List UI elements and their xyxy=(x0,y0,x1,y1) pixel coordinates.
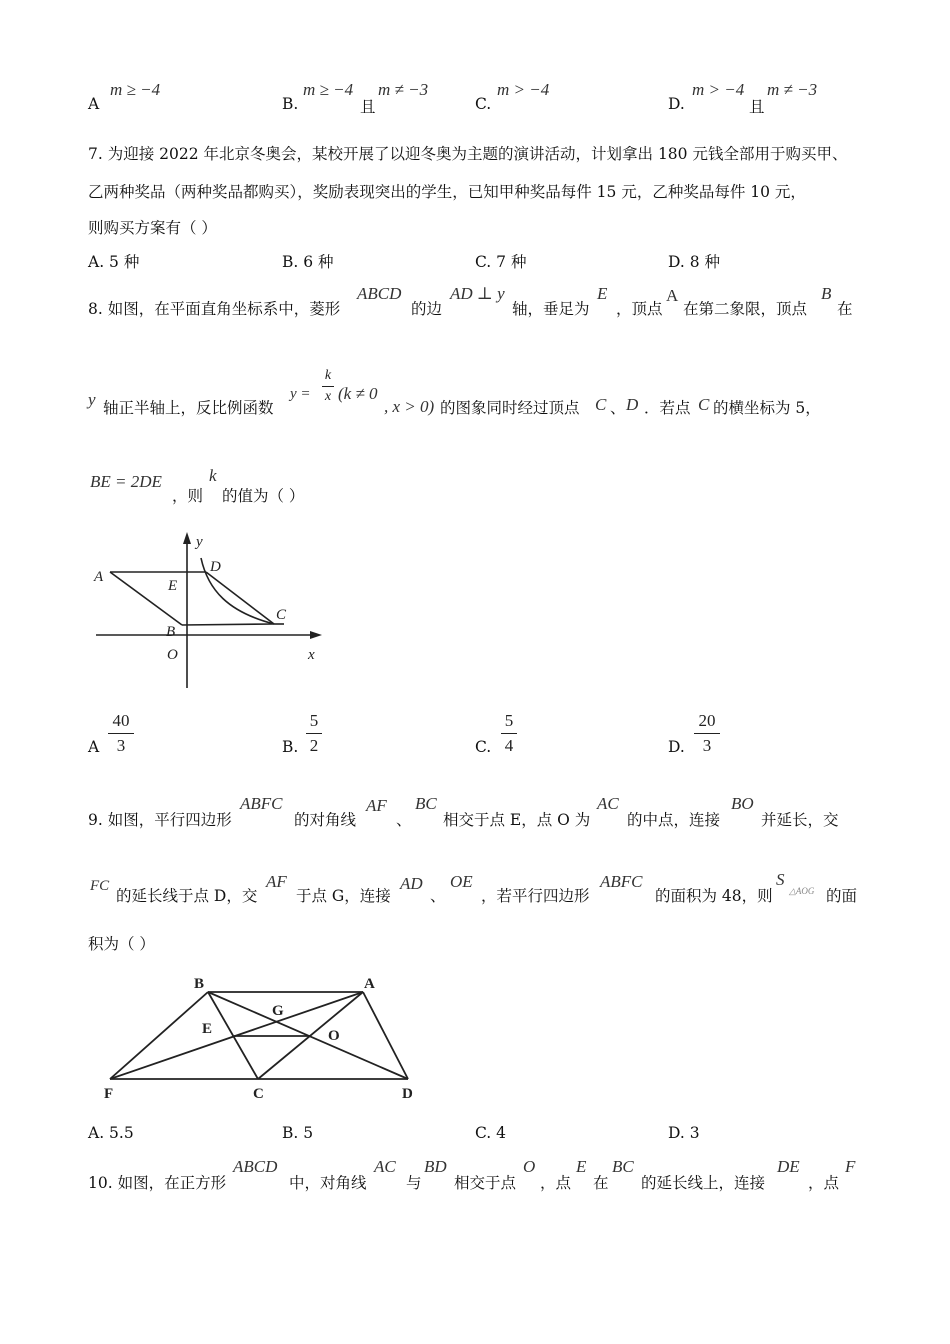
q8-option-b-fraction xyxy=(306,711,322,756)
q8-math-y: y xyxy=(88,390,96,409)
q8-math-b: B xyxy=(821,284,832,303)
q9-text-1: 9. 如图，平行四边形 xyxy=(88,811,232,829)
q8-text-10: ．若点 xyxy=(644,399,691,417)
q6-option-b-part1: m ≥ −4 xyxy=(303,80,354,99)
q9-label-e: E xyxy=(202,1021,213,1037)
q8-text-7: 轴正半轴上，反比例函数 xyxy=(103,399,274,417)
q9-text-2: 的对角线 xyxy=(294,811,357,829)
q8-edge-dc xyxy=(206,572,274,624)
q9-label-o: O xyxy=(328,1028,340,1044)
q8-math-e: E xyxy=(597,284,608,303)
q8-option-d-denominator: 3 xyxy=(702,736,712,755)
q9-option-a: A. 5.5 xyxy=(88,1124,134,1142)
q8-text-13: 的值为（ ） xyxy=(222,487,305,505)
q9-text-8: 于点 G，连接 xyxy=(296,887,391,905)
q8-option-b-denominator: 2 xyxy=(309,736,319,755)
q8-text-11: 的横坐标为 5， xyxy=(713,399,821,417)
q8-function-condition-1: (k ≠ 0 xyxy=(338,384,378,403)
q6-option-b-letter: B. xyxy=(282,95,299,113)
q8-label-o: O xyxy=(167,647,178,663)
q8-x-arrow-icon xyxy=(310,631,322,639)
q10-text-7: 的延长线上，连接 xyxy=(641,1174,766,1192)
q8-math-abcd: ABCD xyxy=(357,284,402,303)
q8-option-a-numerator: 40 xyxy=(112,711,130,730)
q6-option-d-part2: m ≠ −3 xyxy=(767,80,818,99)
q8-option-c-numerator: 5 xyxy=(504,711,514,730)
q10-math-bd: BD xyxy=(424,1157,447,1176)
q9-label-b: B xyxy=(194,976,205,992)
q8-label-b: B xyxy=(166,624,176,640)
q8-text-4: ，顶点 xyxy=(616,300,663,318)
q9-segment-ad xyxy=(363,992,408,1079)
q8-math-c: C xyxy=(595,395,607,414)
q8-math-be-2de: BE = 2DE xyxy=(90,472,162,491)
q7-option-d: D. 8 种 xyxy=(668,253,721,271)
q8-text-9: 、 xyxy=(610,399,626,417)
q8-function-left: y = xyxy=(290,386,311,402)
q10-text-3: 与 xyxy=(406,1174,422,1192)
q6-option-a: m ≥ −4 xyxy=(110,80,161,99)
q6-option-d-and: 且 xyxy=(749,98,765,116)
q9-label-f: F xyxy=(104,1086,114,1102)
q10-text-1: 10. 如图，在正方形 xyxy=(88,1174,227,1192)
q8-label-d: D xyxy=(210,559,221,575)
q9-math-ac: AC xyxy=(597,794,619,813)
q6-option-b-part2: m ≠ −3 xyxy=(378,80,429,99)
q9-text-3: 、 xyxy=(396,811,412,829)
q9-text-6: 并延长，交 xyxy=(761,811,839,829)
q10-math-bc: BC xyxy=(612,1157,634,1176)
q8-y-arrow-icon xyxy=(183,532,191,544)
q8-option-d-fraction xyxy=(694,711,720,756)
q8-math-c-2: C xyxy=(698,395,710,414)
q8-function-condition-2: , x > 0) xyxy=(384,397,435,416)
q8-option-c-letter: C. xyxy=(475,738,492,756)
q9-label-a: A xyxy=(364,976,375,992)
q8-label-a: A xyxy=(94,569,104,585)
q10-text-4: 相交于点 xyxy=(454,1174,517,1192)
q6-option-d-letter: D. xyxy=(668,95,685,113)
q6-option-d-part1: m > −4 xyxy=(692,80,745,99)
q9-math-bc: BC xyxy=(415,794,437,813)
q9-math-bo: BO xyxy=(731,794,754,813)
q9-text-11: 的面积为 48，则 xyxy=(655,887,773,905)
q8-option-d-numerator: 20 xyxy=(698,711,716,730)
q9-math-af: AF xyxy=(366,796,387,815)
q8-option-d-letter: D. xyxy=(668,738,685,756)
q10-text-2: 中，对角线 xyxy=(289,1174,367,1192)
q8-label-e: E xyxy=(168,578,178,594)
q8-math-d: D xyxy=(626,395,639,414)
q9-text-9: 、 xyxy=(430,887,446,905)
q10-math-ac: AC xyxy=(374,1157,396,1176)
q9-math-af-2: AF xyxy=(266,872,287,891)
q9-label-c: C xyxy=(253,1086,264,1102)
q9-option-c: C. 4 xyxy=(475,1124,507,1142)
q8-option-a-fraction xyxy=(108,711,134,756)
q6-option-c-letter: C. xyxy=(475,95,492,113)
q8-option-b-letter: B. xyxy=(282,738,299,756)
q9-math-ad: AD xyxy=(400,874,423,893)
q9-math-s: S xyxy=(776,870,785,889)
q10-math-de: DE xyxy=(777,1157,800,1176)
q6-option-b-and: 且 xyxy=(360,98,376,116)
q10-math-e: E xyxy=(576,1157,587,1176)
q9-math-s-subscript: △AOG xyxy=(789,886,815,896)
q8-text-8: 的图象同时经过顶点 xyxy=(440,399,580,417)
q8-label-x: x xyxy=(308,647,315,663)
q10-text-5: ，点 xyxy=(540,1174,572,1192)
q7-option-c: C. 7 种 xyxy=(475,253,527,271)
q8-function-denominator: x xyxy=(324,389,332,404)
q9-text-10: ，若平行四边形 xyxy=(481,887,590,905)
q6-option-a-letter: A xyxy=(88,95,100,113)
q9-math-oe: OE xyxy=(450,872,473,891)
q9-option-b: B. 5 xyxy=(282,1124,314,1142)
q6-option-c: m > −4 xyxy=(497,80,550,99)
q9-label-d: D xyxy=(402,1086,413,1102)
q9-figure xyxy=(98,972,428,1104)
q9-text-13: 积为（ ） xyxy=(88,935,155,953)
q9-math-fc: FC xyxy=(90,878,110,894)
q7-line-3: 则购买方案有（ ） xyxy=(88,219,217,237)
q9-label-g: G xyxy=(272,1003,284,1019)
q8-edge-bc xyxy=(182,624,274,625)
q8-function-fraction xyxy=(322,368,334,405)
q8-text-2: 的边 xyxy=(411,300,443,318)
q8-function-numerator: k xyxy=(324,368,332,383)
q8-text-1: 8. 如图，在平面直角坐标系中，菱形 xyxy=(88,300,341,318)
q8-figure xyxy=(90,530,330,690)
q8-option-a-denominator: 3 xyxy=(116,736,126,755)
q8-text-12: ，则 xyxy=(172,487,204,505)
q8-option-a-letter: A xyxy=(88,738,100,756)
q8-math-k: k xyxy=(209,466,217,485)
q8-option-b-numerator: 5 xyxy=(309,711,319,730)
q8-text-6: 在 xyxy=(837,300,853,318)
q8-math-a: A xyxy=(666,286,679,305)
q7-option-a: A. 5 种 xyxy=(88,253,140,271)
q10-math-o: O xyxy=(523,1157,536,1176)
q8-label-y: y xyxy=(196,534,203,550)
q8-math-ad-perp-y: AD ⊥ y xyxy=(450,284,505,303)
q9-option-d: D. 3 xyxy=(668,1124,700,1142)
q8-option-c-fraction xyxy=(501,711,517,756)
q9-math-abfc-2: ABFC xyxy=(600,872,643,891)
q7-option-b: B. 6 种 xyxy=(282,253,334,271)
q7-line-2: 乙两种奖品（两种奖品都购买），奖励表现突出的学生，已知甲种奖品每件 15 元，乙种奖品每件 10 元， xyxy=(88,183,806,201)
q8-option-c-denominator: 4 xyxy=(504,736,514,755)
q9-text-12: 的面 xyxy=(826,887,858,905)
q9-edge-fb xyxy=(110,992,208,1079)
q8-text-3: 轴，垂足为 xyxy=(512,300,590,318)
q9-text-4: 相交于点 E，点 O 为 xyxy=(443,811,591,829)
q7-line-1: 7. 为迎接 2022 年北京冬奥会，某校开展了以迎冬奥为主题的演讲活动，计划拿出 180 元钱全部用于购买甲、 xyxy=(88,145,848,163)
q10-math-f: F xyxy=(845,1157,856,1176)
q10-text-6: 在 xyxy=(593,1174,609,1192)
q9-text-7: 的延长线于点 D，交 xyxy=(116,887,258,905)
q10-math-abcd: ABCD xyxy=(233,1157,278,1176)
q9-text-5: 的中点，连接 xyxy=(627,811,721,829)
q8-text-5: 在第二象限，顶点 xyxy=(683,300,808,318)
q9-math-abfc: ABFC xyxy=(240,794,283,813)
q8-label-c: C xyxy=(276,607,287,623)
q10-text-8: ，点 xyxy=(808,1174,840,1192)
